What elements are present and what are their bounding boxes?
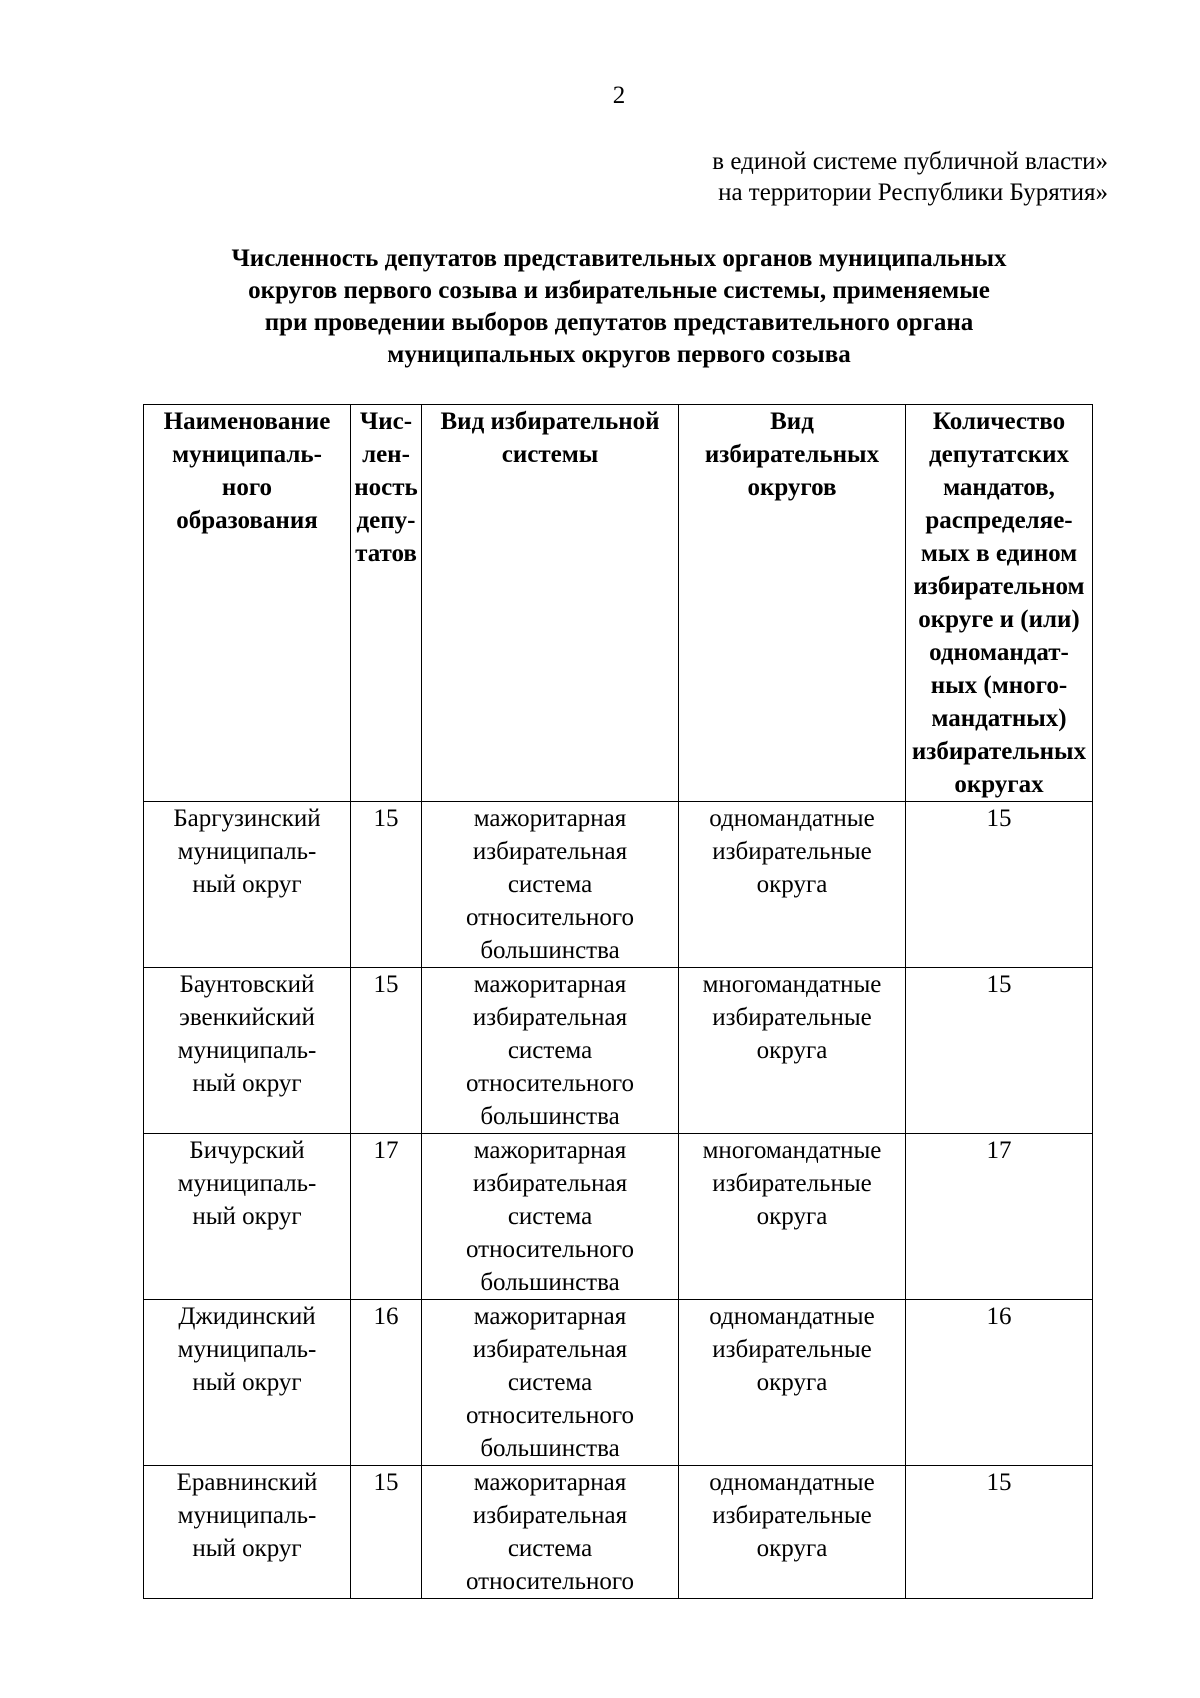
cell-line: татов xyxy=(355,540,417,567)
cell-line: ный округ xyxy=(192,871,302,898)
deputies-count-cell: 15 xyxy=(351,1466,422,1599)
electoral-system-cell xyxy=(422,802,679,968)
mandates-count-cell: 17 xyxy=(906,1134,1093,1300)
mandates-count-cell: 16 xyxy=(906,1300,1093,1466)
cell-line: система xyxy=(507,1535,593,1562)
cell-line: системы xyxy=(501,441,599,468)
municipality-name-cell xyxy=(144,802,351,968)
cell-line: избирательные xyxy=(712,1004,872,1031)
cell-line: мажоритарная xyxy=(473,1469,627,1496)
column-header-count xyxy=(351,405,422,802)
electoral-system-cell xyxy=(422,968,679,1134)
cell-line: мажоритарная xyxy=(473,1303,627,1330)
cell-line: муниципаль- xyxy=(177,1170,317,1197)
header-line: на территории Республики Бурятия» xyxy=(718,179,1108,206)
cell-line: депутатских xyxy=(928,441,1070,468)
cell-line: одномандатные xyxy=(709,1303,875,1330)
column-header-name xyxy=(144,405,351,802)
title-line: округов первого созыва и избирательные системы, применяемые xyxy=(248,277,990,304)
page-number: 2 xyxy=(612,82,626,109)
deputies-table xyxy=(143,404,1093,1599)
cell-line: Баргузинский xyxy=(173,805,321,832)
deputies-count-cell: 16 xyxy=(351,1300,422,1466)
cell-line: избирательные xyxy=(712,1336,872,1363)
cell-line: мажоритарная xyxy=(473,1137,627,1164)
table-row xyxy=(144,1300,1093,1466)
municipality-name-cell xyxy=(144,1300,351,1466)
table-body xyxy=(144,802,1093,1599)
cell-line: округа xyxy=(756,871,828,898)
cell-line: большинства xyxy=(480,1269,620,1296)
districts-type-cell xyxy=(679,968,906,1134)
cell-line: ный округ xyxy=(192,1070,302,1097)
column-header-districts xyxy=(679,405,906,802)
cell-line: многомандатные xyxy=(702,971,882,998)
cell-line: избирательном xyxy=(913,573,1085,600)
cell-line: избирательные xyxy=(712,1170,872,1197)
cell-line: Баунтовский xyxy=(179,971,315,998)
cell-line: округа xyxy=(756,1535,828,1562)
cell-line: распределяе- xyxy=(925,507,1073,534)
title-line: Численность депутатов представительных органов муниципальных xyxy=(231,245,1007,272)
electoral-system-cell xyxy=(422,1134,679,1300)
table-row xyxy=(144,802,1093,968)
cell-line: избирательная xyxy=(472,838,628,865)
cell-line: мажоритарная xyxy=(473,805,627,832)
cell-line: Вид избирательной xyxy=(440,408,660,435)
cell-line: Вид xyxy=(770,408,814,435)
cell-line: избирательная xyxy=(472,1004,628,1031)
cell-line: избирательные xyxy=(712,838,872,865)
cell-line: Наименование xyxy=(163,408,331,435)
electoral-system-cell xyxy=(422,1300,679,1466)
mandates-count-cell: 15 xyxy=(906,802,1093,968)
mandates-count-cell: 15 xyxy=(906,1466,1093,1599)
header-line: в единой системе публичной власти» xyxy=(712,148,1108,175)
deputies-count-cell: 15 xyxy=(351,968,422,1134)
cell-line: система xyxy=(507,1037,593,1064)
cell-line: избирательная xyxy=(472,1170,628,1197)
cell-line: большинства xyxy=(480,937,620,964)
cell-line: ный округ xyxy=(192,1369,302,1396)
cell-line: ный округ xyxy=(192,1203,302,1230)
cell-line: относительного xyxy=(466,1070,634,1097)
districts-type-cell xyxy=(679,1466,906,1599)
cell-line: мандатных) xyxy=(931,705,1067,732)
cell-line: округов xyxy=(747,474,837,501)
column-header-mandates xyxy=(906,405,1093,802)
districts-type-cell xyxy=(679,802,906,968)
cell-line: муниципаль- xyxy=(177,1037,317,1064)
cell-line: многомандатные xyxy=(702,1137,882,1164)
title-line: при проведении выборов депутатов представительного органа xyxy=(264,309,974,336)
cell-line: ность xyxy=(354,474,418,501)
municipality-name-cell xyxy=(144,968,351,1134)
deputies-count-cell: 17 xyxy=(351,1134,422,1300)
table-row xyxy=(144,968,1093,1134)
document-header-reference xyxy=(712,146,1108,208)
cell-line: одномандатные xyxy=(709,805,875,832)
cell-line: система xyxy=(507,871,593,898)
cell-line: большинства xyxy=(480,1103,620,1130)
cell-line: относительного xyxy=(466,1402,634,1429)
cell-line: муниципаль- xyxy=(172,441,322,468)
electoral-system-cell xyxy=(422,1466,679,1599)
cell-line: ный округ xyxy=(192,1535,302,1562)
title-line: муниципальных округов первого созыва xyxy=(387,341,851,368)
cell-line: избирательная xyxy=(472,1336,628,1363)
cell-line: Количество xyxy=(932,408,1066,435)
cell-line: эвенкийский xyxy=(179,1004,315,1031)
table-row xyxy=(144,1134,1093,1300)
deputies-count-cell: 15 xyxy=(351,802,422,968)
document-title xyxy=(0,243,1200,371)
cell-line: ного xyxy=(221,474,273,501)
cell-line: образования xyxy=(176,507,318,534)
cell-line: Джидинский xyxy=(178,1303,316,1330)
cell-line: относительного xyxy=(466,904,634,931)
cell-line: муниципаль- xyxy=(177,838,317,865)
cell-line: большинства xyxy=(480,1435,620,1462)
cell-line: округах xyxy=(954,771,1044,798)
cell-line: относительного xyxy=(466,1568,634,1595)
cell-line: муниципаль- xyxy=(177,1336,317,1363)
cell-line: мандатов, xyxy=(943,474,1055,501)
cell-line: система xyxy=(507,1369,593,1396)
municipality-name-cell xyxy=(144,1134,351,1300)
municipality-name-cell xyxy=(144,1466,351,1599)
districts-type-cell xyxy=(679,1300,906,1466)
districts-type-cell xyxy=(679,1134,906,1300)
cell-line: округа xyxy=(756,1037,828,1064)
table-row xyxy=(144,1466,1093,1599)
cell-line: избирательных xyxy=(911,738,1087,765)
cell-line: ных (много- xyxy=(930,672,1068,699)
cell-line: система xyxy=(507,1203,593,1230)
table-header-row xyxy=(144,405,1093,802)
cell-line: избирательная xyxy=(472,1502,628,1529)
cell-line: Еравнинский xyxy=(176,1469,318,1496)
cell-line: избирательных xyxy=(704,441,880,468)
cell-line: Чис- xyxy=(359,408,413,435)
cell-line: одномандат- xyxy=(929,639,1069,666)
cell-line: мых в едином xyxy=(920,540,1078,567)
cell-line: округа xyxy=(756,1369,828,1396)
cell-line: муниципаль- xyxy=(177,1502,317,1529)
column-header-system xyxy=(422,405,679,802)
cell-line: избирательные xyxy=(712,1502,872,1529)
cell-line: Бичурский xyxy=(189,1137,305,1164)
cell-line: округа xyxy=(756,1203,828,1230)
mandates-count-cell: 15 xyxy=(906,968,1093,1134)
cell-line: лен- xyxy=(362,441,410,468)
cell-line: относительного xyxy=(466,1236,634,1263)
cell-line: округе и (или) xyxy=(918,606,1080,633)
cell-line: мажоритарная xyxy=(473,971,627,998)
cell-line: депу- xyxy=(356,507,416,534)
cell-line: одномандатные xyxy=(709,1469,875,1496)
